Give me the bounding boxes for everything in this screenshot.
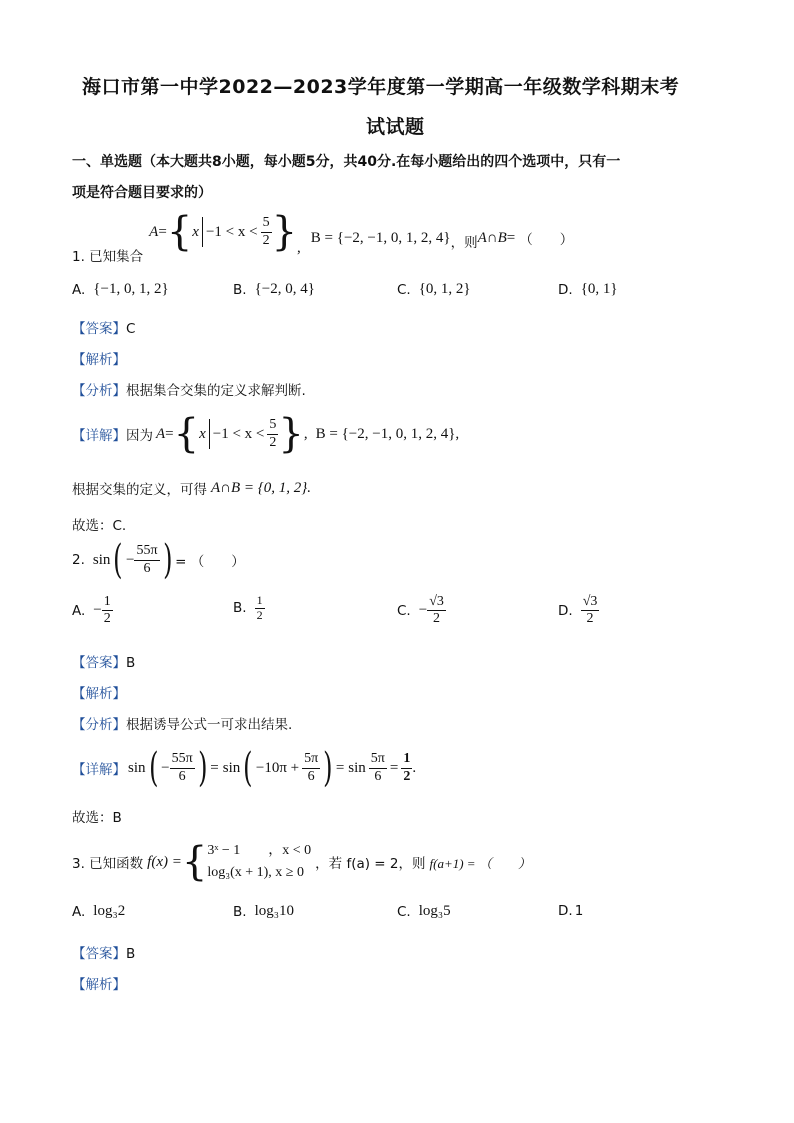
answer-blank: （ ） bbox=[519, 232, 574, 248]
section-header-continued: 项是符合题目要求的） bbox=[72, 185, 212, 201]
question-2-option-c: C. − $\frac{√3}{2}$ bbox=[397, 594, 444, 627]
question-3-analysis-tag: 【解析】 bbox=[72, 977, 126, 993]
question-3-option-a: A. log₃2 bbox=[72, 903, 126, 920]
question-2-xiangjie: 【详解】 sin ( − $\frac{55\pi}{6}$ ) = sin ( −10π + $\frac{5\pi}{6}$ ) = sin $\frac{5\pi}{6}$ = $\frac{1}{2}$ . bbox=[72, 745, 417, 791]
piecewise-cases: 3ˣ − 1 ，x < 0 log₃(x + 1), x ≥ 0 bbox=[207, 842, 312, 880]
page-title: 海口市第一中学2022—2023学年度第一学期高一年级数学科期末考 bbox=[82, 76, 680, 98]
question-1-option-d: D. {0, 1} bbox=[558, 281, 618, 298]
set-a-name: A bbox=[149, 223, 159, 240]
question-3-stem: 3. 已知函数 f(x) = { 3ˣ − 1 ，x < 0 log₃(x + 1), x ≥ 0 ，若 f(a) = 2，则 f(a+1) = （ ） bbox=[72, 839, 531, 885]
set-a-inequality: −1 < x < bbox=[205, 223, 258, 240]
function-name: f(x) = bbox=[147, 853, 182, 870]
question-2-analysis-tag: 【解析】 bbox=[72, 686, 126, 702]
intersection-expression: A∩B bbox=[477, 229, 507, 246]
question-1-choose: 故选：C. bbox=[72, 518, 127, 534]
question-2-option-a: A. − $\frac{1}{2}$ bbox=[72, 594, 111, 627]
question-1-prefix: 1. 已知集合 bbox=[72, 249, 144, 265]
section-header: 一、单选题（本大题共8小题，每小题5分，共40分.在每小题给出的四个选项中，只有一 bbox=[72, 154, 621, 170]
question-2-option-d: D. $\frac{√3}{2}$ bbox=[558, 594, 598, 627]
question-3-answer: 【答案】B bbox=[72, 946, 136, 962]
question-2-stem: 2. sin ( − $\frac{55\pi}{6}$ ) = （ ） bbox=[72, 537, 245, 583]
question-1-option-c: C. {0, 1, 2} bbox=[397, 281, 471, 298]
question-2-choose: 故选：B bbox=[72, 810, 122, 826]
question-2-fenxi: 【分析】根据诱导公式一可求出结果. bbox=[72, 717, 293, 733]
question-2-answer: 【答案】B bbox=[72, 655, 136, 671]
question-1-stem: 1. 已知集合 A = { x −1 < x < $\frac{5}{2}$ } , B = {−2, −1, 0, 1, 2, 4} ，则 A∩B = （ ） bbox=[72, 209, 574, 265]
question-1-option-a: A. {−1, 0, 1, 2} bbox=[72, 281, 169, 298]
set-a-fraction: $\frac{5}{2}$ bbox=[262, 215, 270, 248]
question-1-option-b: B. {−2, 0, 4} bbox=[233, 281, 315, 298]
question-1-fenxi: 【分析】根据集合交集的定义求解判断. bbox=[72, 383, 306, 399]
set-b: B = {−2, −1, 0, 1, 2, 4} bbox=[310, 229, 451, 246]
question-1-answer: 【答案】C bbox=[72, 321, 136, 337]
question-3-option-d: D. 1 bbox=[558, 903, 584, 919]
page-title-continued: 试试题 bbox=[366, 116, 425, 138]
question-1-definition-line: 根据交集的定义，可得 A∩B = {0, 1, 2}. bbox=[72, 479, 312, 498]
question-1-analysis-tag: 【解析】 bbox=[72, 352, 126, 368]
question-2-option-b: B. $\frac{1}{2}$ bbox=[233, 593, 263, 622]
question-3-option-c: C. log₃5 bbox=[397, 903, 451, 920]
question-1-xiangjie: 【详解】 因为 A = { x −1 < x < $\frac{5}{2}$ } , B = {−2, −1, 0, 1, 2, 4} , bbox=[72, 411, 460, 457]
question-3-option-b: B. log₃10 bbox=[233, 903, 294, 920]
